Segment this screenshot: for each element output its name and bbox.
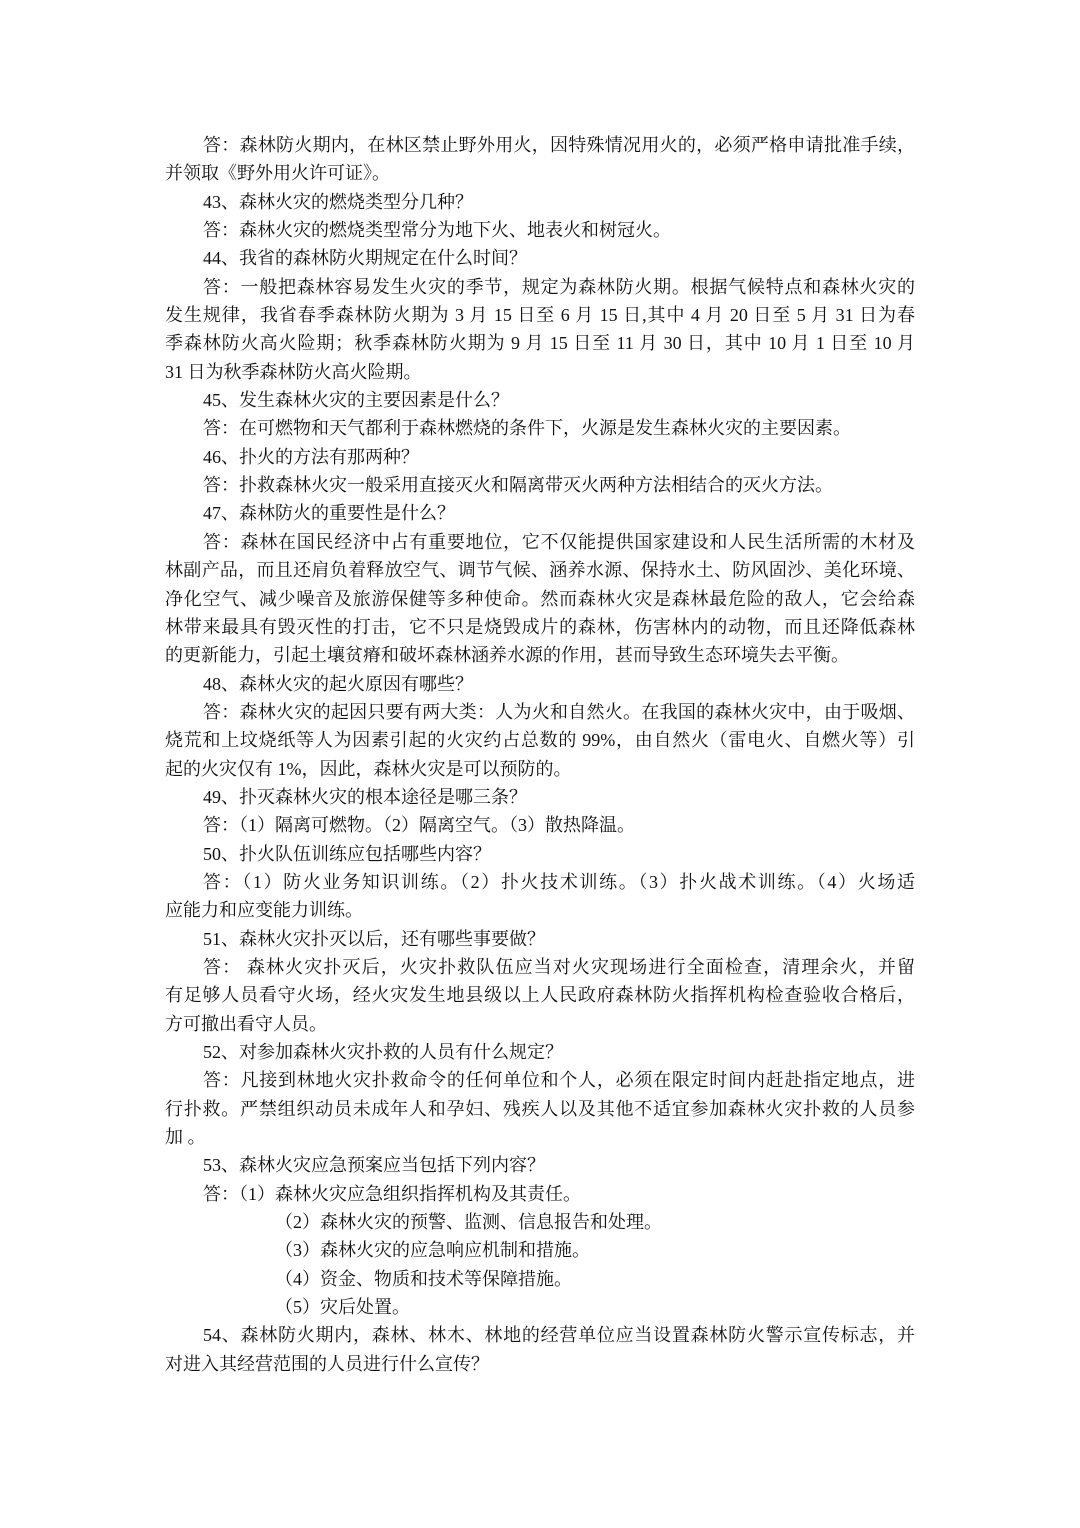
paragraph-answer: [165, 273, 915, 386]
text-line: 49、扑灭森林火灾的根本途径是哪三条？: [203, 786, 527, 807]
text-line: 54、森林防火期内，森林、林木、林地的经营单位应当设置森林防火警示宣传标志，并: [203, 1325, 915, 1346]
text-line: 52、对参加森林火灾扑救的人员有什么规定？: [203, 1042, 563, 1062]
paragraph-question: [165, 925, 915, 953]
paragraph-answer: [165, 414, 915, 442]
paragraph-sub-item: [165, 1293, 915, 1321]
paragraph-question: [165, 1321, 915, 1378]
text-line: 答：扑救森林火灾一般采用直接灭火和隔离带灭火两种方法相结合的灭火方法。: [203, 475, 833, 496]
paragraph-sub-item: [165, 1265, 915, 1293]
paragraph-question: [165, 443, 915, 471]
paragraph-answer: [165, 698, 915, 783]
document-body: [165, 131, 915, 1378]
paragraph-question: [165, 386, 915, 414]
paragraph-answer: [165, 471, 915, 499]
paragraph-answer: [165, 1180, 915, 1208]
paragraph-sub-item: [165, 1236, 915, 1264]
paragraph-answer: [165, 868, 915, 925]
text-line: 对进入其经营范围的人员进行什么宣传？: [165, 1353, 489, 1374]
text-line: 加 。: [165, 1127, 206, 1148]
text-line: 发生规律，我省春季森林防火期为 3 月 15 日至 6 月 15 日,其中 4 月 20 日至 5 月 31 日为春: [165, 305, 915, 326]
text-line: 答： 森林火灾扑灭后，火灾扑救队伍应当对火灾现场进行全面检查，清理余火，并留: [203, 956, 915, 977]
paragraph-question: [165, 499, 915, 527]
text-line: （5）灾后处置。: [275, 1297, 410, 1318]
text-line: 的更新能力，引起土壤贫瘠和破坏森林涵养水源的作用，甚而导致生态环境失去平衡。: [165, 645, 849, 666]
text-line: 答：（1）森林火灾应急组织指挥机构及其责任。: [203, 1183, 581, 1204]
text-line: 应能力和应变能力训练。: [165, 900, 363, 921]
text-line: 方可撤出看守人员。: [165, 1013, 327, 1034]
paragraph-question: [165, 188, 915, 216]
text-line: 季森林防火高火险期；秋季森林防火期为 9 月 15 日至 11 月 30 日，其中 10 月 1 日至 10 月: [165, 333, 915, 354]
paragraph-question: [165, 783, 915, 811]
text-line: 有足够人员看守火场，经火灾发生地县级以上人民政府森林防火指挥机构检查验收合格后，: [165, 985, 915, 1006]
text-line: 50、扑火队伍训练应包括哪些内容？: [203, 843, 491, 864]
text-line: 林带来最具有毁灭性的打击，它不只是烧毁成片的森林，伤害林内的动物，而且还降低森林: [165, 616, 915, 637]
text-line: 烧荒和上坟烧纸等人为因素引起的火灾约占总数的 99%，由自然火（雷电火、自燃火等）引: [165, 730, 915, 751]
text-line: 并领取《野外用火许可证》。: [165, 163, 390, 184]
paragraph-answer: [165, 528, 915, 670]
text-line: （4）资金、物质和技术等保障措施。: [275, 1268, 572, 1289]
text-line: 44、我省的森林防火期规定在什么时间？: [203, 248, 527, 269]
text-line: 48、森林火灾的起火原因有哪些？: [203, 673, 473, 694]
text-line: 林副产品，而且还肩负着释放空气、调节气候、涵养水源、保持水土、防风固沙、美化环境、: [165, 560, 915, 581]
text-line: 53、森林火灾应急预案应当包括下列内容？: [203, 1155, 545, 1176]
paragraph-sub-item: [165, 1208, 915, 1236]
text-line: 51、森林火灾扑灭以后，还有哪些事要做？: [203, 928, 545, 949]
paragraph-question: [165, 1151, 915, 1179]
paragraph-question: [165, 840, 915, 868]
text-line: 答：森林火灾的燃烧类型常分为地下火、地表火和树冠火。: [203, 220, 671, 241]
paragraph-question: [165, 244, 915, 272]
text-line: 净化空气、减少噪音及旅游保健等多种使命。然而森林火灾是森林最危险的敌人，它会给森: [165, 588, 915, 609]
text-line: 答：（1）防火业务知识训练。（2）扑火技术训练。（3）扑火战术训练。（4）火场适: [203, 871, 915, 892]
text-line: （2）森林火灾的预警、监测、信息报告和处理。: [275, 1212, 662, 1233]
paragraph-question: [165, 670, 915, 698]
text-line: 答：森林火灾的起因只要有两大类：人为火和自然火。在我国的森林火灾中，由于吸烟、: [203, 701, 915, 722]
text-line: 答：在可燃物和天气都利于森林燃烧的条件下，火源是发生森林火灾的主要因素。: [203, 418, 851, 439]
text-line: 43、森林火灾的燃烧类型分几种？: [203, 191, 473, 212]
text-line: （3）森林火灾的应急响应机制和措施。: [275, 1240, 590, 1261]
text-line: 答：凡接到林地火灾扑救命令的任何单位和个人，必须在限定时间内赶赴指定地点，进: [203, 1070, 915, 1091]
text-line: 答：森林在国民经济中占有重要地位，它不仅能提供国家建设和人民生活所需的木材及: [203, 531, 915, 552]
paragraph-answer: [165, 216, 915, 244]
paragraph-answer: [165, 953, 915, 1038]
text-line: 31 日为秋季森林防火高火险期。: [165, 361, 422, 382]
paragraph-answer: [165, 1066, 915, 1151]
text-line: 45、发生森林火灾的主要因素是什么？: [203, 390, 509, 411]
paragraph-answer: [165, 811, 915, 839]
text-line: 答：（1）隔离可燃物。（2）隔离空气。（3）散热降温。: [203, 815, 635, 836]
text-line: 46、扑火的方法有那两种？: [203, 446, 419, 467]
text-line: 答：森林防火期内，在林区禁止野外用火，因特殊情况用火的，必须严格申请批准手续，: [203, 135, 915, 155]
paragraph-question: [165, 1038, 915, 1066]
text-line: 答：一般把森林容易发生火灾的季节，规定为森林防火期。根据气候特点和森林火灾的: [203, 276, 915, 297]
paragraph-answer: [165, 131, 915, 188]
text-line: 47、森林防火的重要性是什么？: [203, 503, 455, 524]
text-line: 起的火灾仅有 1%，因此，森林火灾是可以预防的。: [165, 758, 572, 779]
text-line: 行扑救。严禁组织动员未成年人和孕妇、残疾人以及其他不适宜参加森林火灾扑救的人员参: [165, 1098, 915, 1119]
